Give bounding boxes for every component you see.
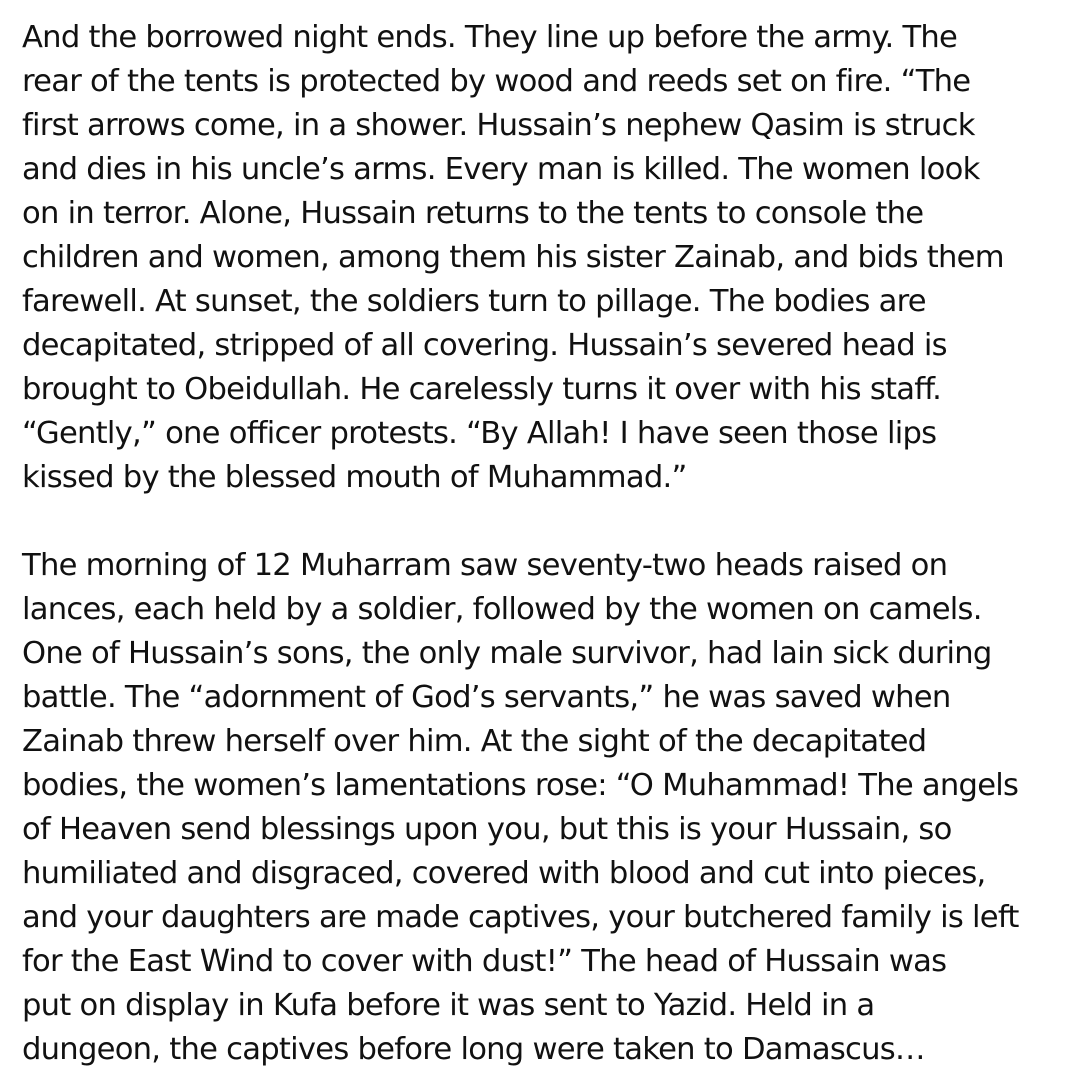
paragraph-1: [22, 16, 1068, 500]
text-line: rear of the tents is protected by wood and reeds set on fire. “The: [22, 64, 971, 99]
text-line: lances, each held by a soldier, followed by the women on camels.: [22, 592, 982, 627]
text-line: “Gently,” one officer protests. “By Allah! I have seen those lips: [22, 416, 937, 451]
text-line: bodies, the women’s lamentations rose: “O Muhammad! The angels: [22, 768, 1019, 803]
text-line: brought to Obeidullah. He carelessly turns it over with his staff.: [22, 372, 942, 407]
text-line: One of Hussain’s sons, the only male survivor, had lain sick during: [22, 636, 992, 671]
text-line: put on display in Kufa before it was sent to Yazid. Held in a: [22, 988, 875, 1023]
text-line: battle. The “adornment of God’s servants,” he was saved when: [22, 680, 951, 715]
text-line: and dies in his uncle’s arms. Every man is killed. The women look: [22, 152, 980, 187]
text-line: Zainab threw herself over him. At the sight of the decapitated: [22, 724, 927, 759]
paragraph-2: [22, 544, 1068, 1072]
text-line: decapitated, stripped of all covering. Hussain’s severed head is: [22, 328, 947, 363]
text-line: first arrows come, in a shower. Hussain’s nephew Qasim is struck: [22, 108, 975, 143]
text-line: farewell. At sunset, the soldiers turn to pillage. The bodies are: [22, 284, 926, 319]
text-line: of Heaven send blessings upon you, but this is your Hussain, so: [22, 812, 952, 847]
text-line: kissed by the blessed mouth of Muhammad.”: [22, 460, 687, 495]
text-line: humiliated and disgraced, covered with blood and cut into pieces,: [22, 856, 986, 891]
document-body: [22, 16, 1068, 1072]
text-line: for the East Wind to cover with dust!” The head of Hussain was: [22, 944, 947, 979]
text-line: dungeon, the captives before long were taken to Damascus…: [22, 1032, 925, 1067]
text-line: on in terror. Alone, Hussain returns to the tents to console the: [22, 196, 924, 231]
text-line: And the borrowed night ends. They line up before the army. The: [22, 20, 958, 55]
text-line: children and women, among them his sister Zainab, and bids them: [22, 240, 1004, 275]
paragraph-spacer: [22, 500, 1068, 544]
text-line: The morning of 12 Muharram saw seventy-two heads raised on: [22, 548, 948, 583]
text-line: and your daughters are made captives, your butchered family is left: [22, 900, 1019, 935]
